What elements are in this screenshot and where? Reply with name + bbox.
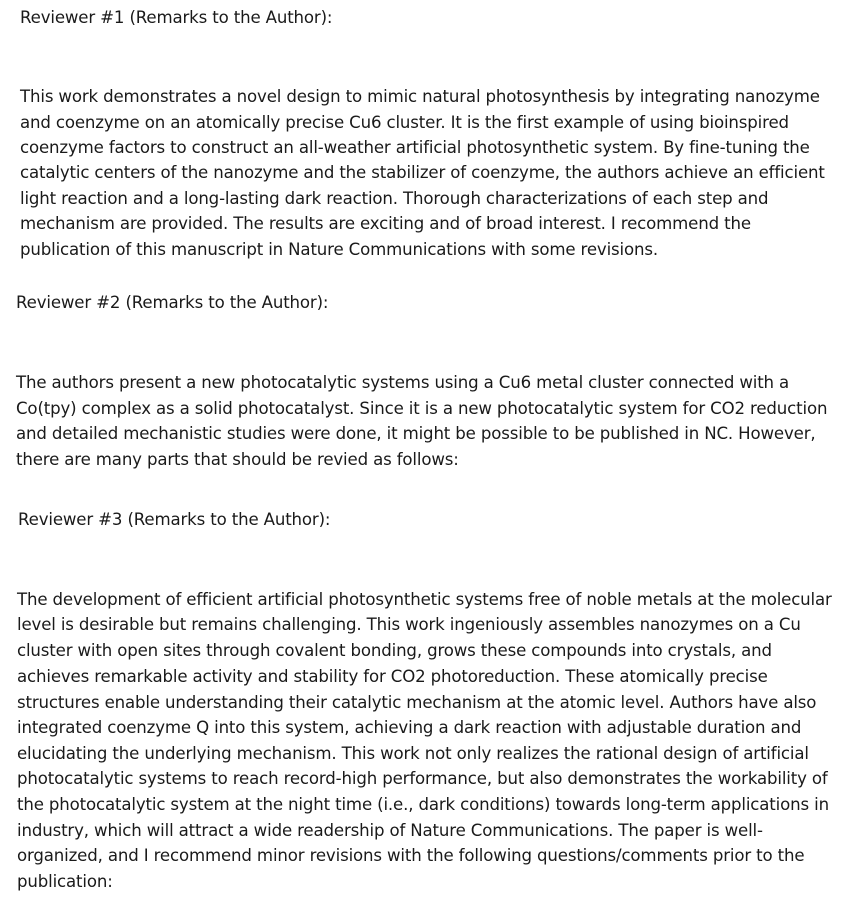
reviewer-3-text-line: achieves remarkable activity and stability for CO2 photoreduction. These atomically precise: [17, 667, 768, 686]
reviewer-3-text-line: publication:: [17, 872, 113, 891]
reviewer-3-text-line: industry, which will attract a wide readership of Nature Communications. The paper is well-: [17, 821, 763, 840]
reviewer-1-text-line: light reaction and a long-lasting dark reaction. Thorough characterizations of each step and: [20, 189, 769, 208]
reviewer-2-text-line: and detailed mechanistic studies were done, it might be possible to be published in NC. However,: [16, 424, 816, 443]
reviewer-3-text-line: level is desirable but remains challenging. This work ingeniously assembles nanozymes on a Cu: [17, 615, 801, 634]
reviewer-1-text-line: publication of this manuscript in Nature Communications with some revisions.: [20, 240, 658, 259]
reviewer-3-text-line: photocatalytic systems to reach record-high performance, but also demonstrates the workability of: [17, 769, 828, 788]
reviewer-3-text-line: The development of efficient artificial photosynthetic systems free of noble metals at the molecular: [17, 590, 832, 609]
reviewer-3-text-line: the photocatalytic system at the night time (i.e., dark conditions) towards long-term applications in: [17, 795, 829, 814]
reviewer-2-text-line: there are many parts that should be revied as follows:: [16, 450, 459, 469]
reviewer-1-text-line: and coenzyme on an atomically precise Cu6 cluster. It is the first example of using bioinspired: [20, 113, 789, 132]
reviewer-2-heading: Reviewer #2 (Remarks to the Author):: [16, 293, 329, 312]
reviewer-3-heading: Reviewer #3 (Remarks to the Author):: [18, 510, 331, 529]
reviewer-1-text-line: coenzyme factors to construct an all-weather artificial photosynthetic system. By fine-tuning the: [20, 138, 810, 157]
reviewer-3-text-line: cluster with open sites through covalent bonding, grows these compounds into crystals, and: [17, 641, 772, 660]
reviewer-1-text-line: catalytic centers of the nanozyme and the stabilizer of coenzyme, the authors achieve an efficient: [20, 163, 825, 182]
reviewer-1-heading: Reviewer #1 (Remarks to the Author):: [20, 8, 333, 27]
reviewer-3-text-line: organized, and I recommend minor revisions with the following questions/comments prior to the: [17, 846, 805, 865]
reviewer-2-text-line: The authors present a new photocatalytic systems using a Cu6 metal cluster connected with a: [16, 373, 790, 392]
reviewer-1-text-line: This work demonstrates a novel design to mimic natural photosynthesis by integrating nanozyme: [20, 87, 820, 106]
reviewer-2-text-line: Co(tpy) complex as a solid photocatalyst. Since it is a new photocatalytic system for CO2 reduction: [16, 399, 828, 418]
reviewer-3-text-line: structures enable understanding their catalytic mechanism at the atomic level. Authors have also: [17, 693, 817, 712]
reviewer-3-text-line: integrated coenzyme Q into this system, achieving a dark reaction with adjustable duration and: [17, 718, 802, 737]
reviewer-1-text-line: mechanism are provided. The results are exciting and of broad interest. I recommend the: [20, 214, 751, 233]
reviewer-3-text-line: elucidating the underlying mechanism. This work not only realizes the rational design of artificial: [17, 744, 809, 763]
